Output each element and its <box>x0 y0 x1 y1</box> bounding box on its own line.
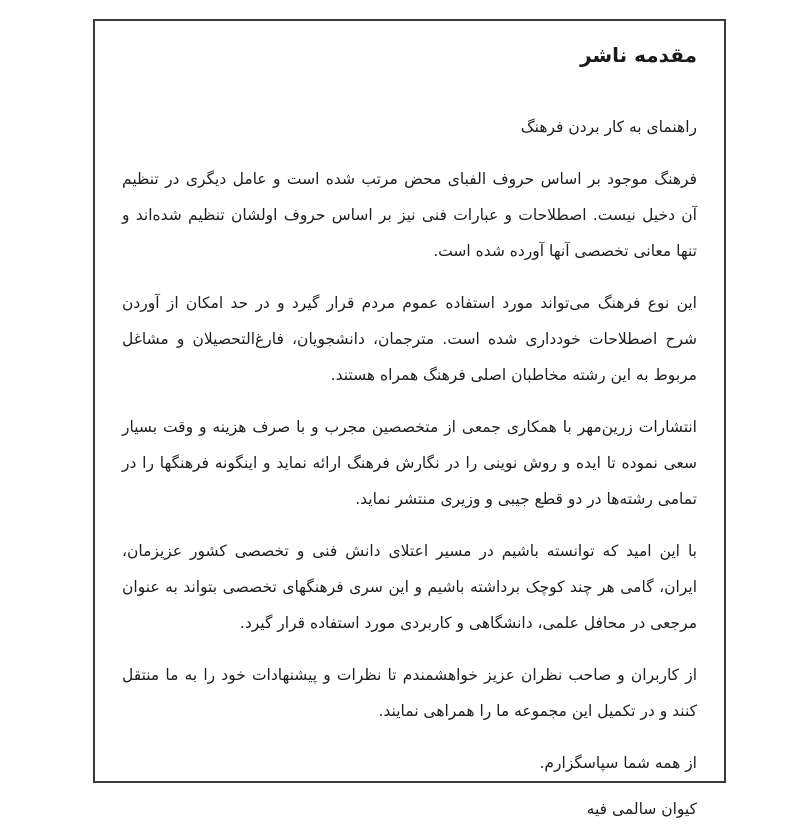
lead-line: راهنمای به کار بردن فرهنگ <box>520 118 697 136</box>
document-body <box>122 109 697 827</box>
signature-line: کیوان سالمی فیه <box>586 800 697 818</box>
paragraph-4: با این امید که توانسته باشیم در مسیر اعتلای دانش فنی و تخصصی کشور عزیزمان، ایران، گامی هر چند کوچک برداشته باشیم و این سری فرهنگهای تخصصی بتواند به عنوان مرجعی در محافل علمی، دانشگاهی و کاربردی مورد استفاده قرار گیرد. <box>122 542 697 632</box>
paragraph-2: این نوع فرهنگ می‌تواند مورد استفاده عموم مردم قرار گیرد و در حد امکان از آوردن شرح اصطلاحات خودداری شده است. مترجمان، دانشجویان، فارغ‌التحصیلان و مشاغل مربوط به این رشته مخاطبان اصلی فرهنگ همراه هستند. <box>122 294 697 384</box>
paragraph-3: انتشارات زرین‌مهر با همکاری جمعی از متخصصین مجرب و با صرف هزینه و وقت بسیار سعی نموده تا ایده و روش نوینی را در نگارش فرهنگ ارائه نماید و اینگونه فرهنگها را در تمامی رشته‌ها در دو قطع جیبی و وزیری منتشر نماید. <box>122 418 697 508</box>
page-title: مقدمه ناشر <box>580 43 697 67</box>
paragraph-5: از کاربران و صاحب نظران عزیز خواهشمندم تا نظرات و پیشنهادات خود را به ما منتقل کنند و در تکمیل این مجموعه ما را همراهی نمایند. <box>122 666 697 720</box>
document-page <box>93 19 726 818</box>
paragraph-1: فرهنگ موجود بر اساس حروف الفبای محض مرتب شده است و عامل دیگری در تنظیم آن دخیل نیست. اصطلاحات و عبارات فنی نیز بر اساس حروف اولشان تنظیم شده‌اند و تنها معانی تخصصی آنها آورده شده است. <box>122 170 697 260</box>
closing-line: از همه شما سپاسگزارم. <box>539 754 697 772</box>
page-content-area <box>122 21 697 818</box>
